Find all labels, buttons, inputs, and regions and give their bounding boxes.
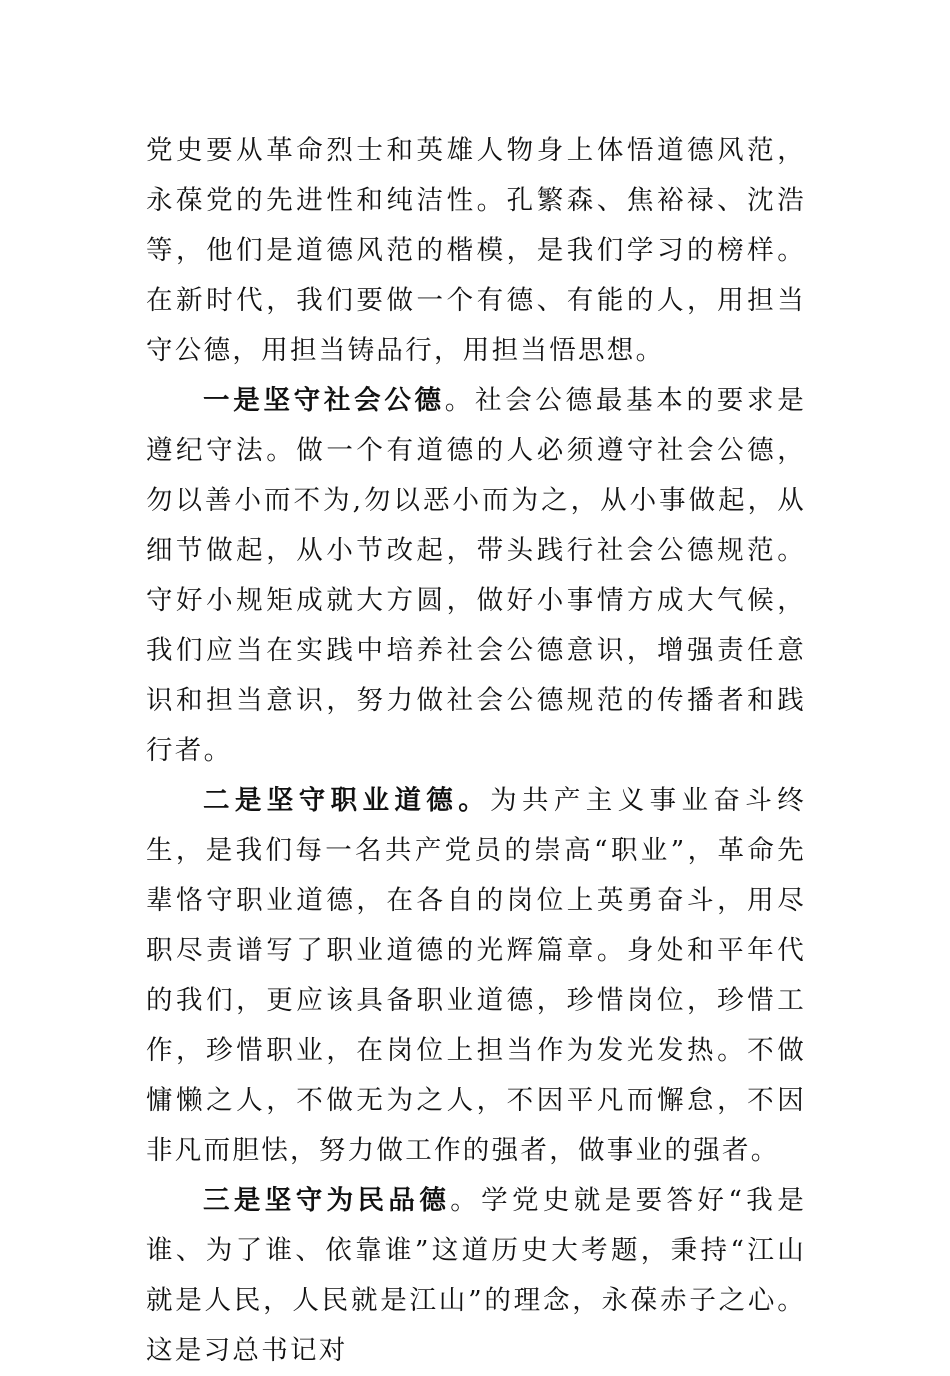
paragraph-text: 。社会公德最基本的要求是遵纪守法。做一个有道德的人必须遵守社会公德，勿以善小而不为,勿以恶小而为之，从小事做起，从细节做起，从小节改起，带头践行社会公德规范。守好小规矩成就大方圆，做好小事情方成大气候，我们应当在实践中培养社会公德意识，增强责任意识和担当意识，努力做社会公德规范的传播者和践行者。 <box>146 385 806 766</box>
paragraph-lead: 二是坚守职业道德。 <box>203 785 491 816</box>
document-body <box>146 126 806 1376</box>
paragraph-lead: 一是坚守社会公德 <box>203 385 445 416</box>
paragraph-text: 。学党史就是要答好“我是谁、为了谁、依靠谁”这道历史大考题，秉持“江山就是人民，人民就是江山”的理念，永葆赤子之心。这是习总书记对 <box>146 1185 806 1366</box>
paragraph-text: 党史要从革命烈士和英雄人物身上体悟道德风范，永葆党的先进性和纯洁性。孔繁森、焦裕禄、沈浩等，他们是道德风范的楷模，是我们学习的榜样。在新时代，我们要做一个有德、有能的人，用担当守公德，用担当铸品行，用担当悟思想。 <box>146 135 806 366</box>
paragraph-text: 为共产主义事业奋斗终生，是我们每一名共产党员的崇高“职业”，革命先辈恪守职业道德，在各自的岗位上英勇奋斗，用尽职尽责谱写了职业道德的光辉篇章。身处和平年代的我们，更应该具备职业道德，珍惜岗位，珍惜工作，珍惜职业，在岗位上担当作为发光发热。不做慵懒之人，不做无为之人，不因平凡而懈怠，不因非凡而胆怯，努力做工作的强者，做事业的强者。 <box>146 785 807 1166</box>
paragraph-people-virtue <box>146 1176 806 1376</box>
paragraph-professional-ethics <box>146 776 806 1176</box>
paragraph-social-morality <box>146 376 806 776</box>
paragraph-intro <box>146 126 806 376</box>
paragraph-lead: 三是坚守为民品德 <box>203 1185 451 1216</box>
